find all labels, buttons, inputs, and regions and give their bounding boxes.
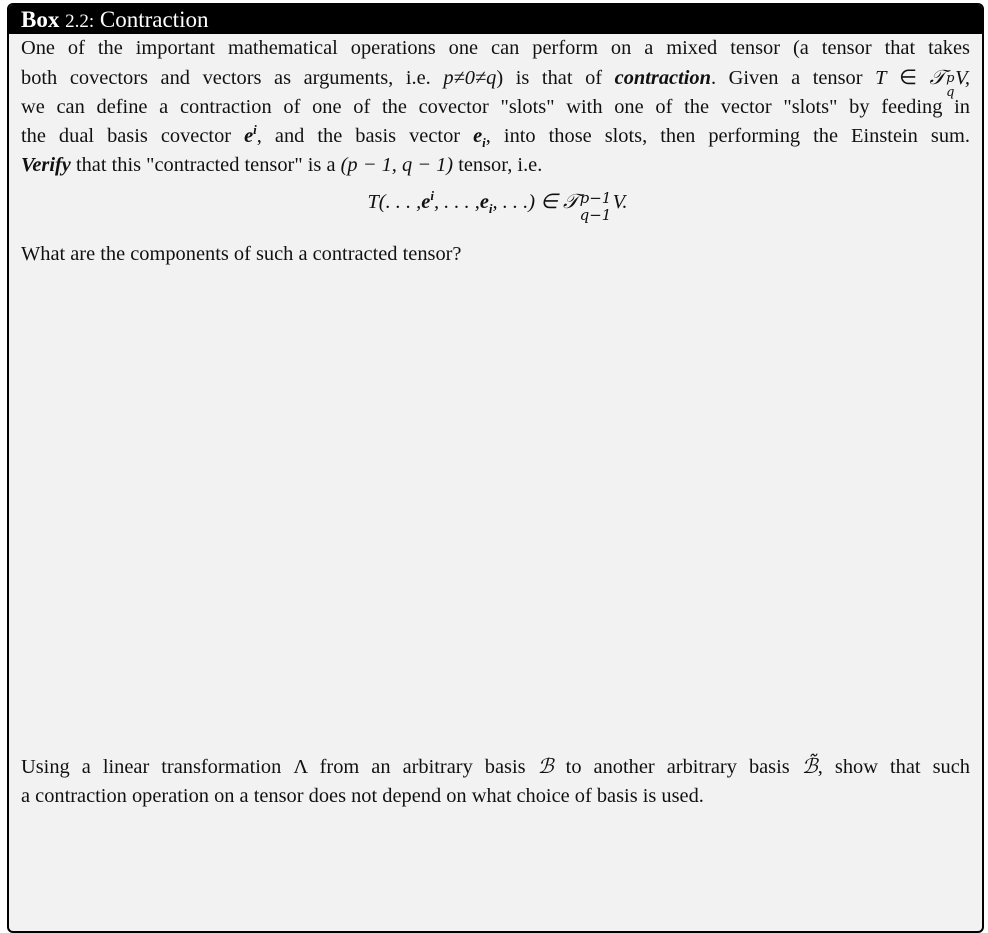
box-number: 2.2:	[65, 11, 95, 32]
math-basis-B-tilde: ℬ̃	[801, 756, 818, 778]
tensor-space-symbol: 𝒯	[562, 189, 579, 213]
text-span: to another arbitrary basis	[565, 756, 790, 778]
box-title: Contraction	[99, 7, 209, 32]
tensor-indices	[945, 71, 955, 100]
tensor-indices	[579, 189, 613, 224]
math-V: V,	[955, 67, 970, 89]
index-sub: q	[946, 85, 955, 100]
answer-space	[21, 269, 970, 753]
text-span: , into those slots, then performing the Einstein sum.	[485, 125, 970, 147]
term-contraction: contraction	[614, 67, 711, 89]
math-basis-vector	[473, 125, 486, 151]
index-sub: i	[488, 201, 493, 217]
question2-line2: a contraction operation on a tensor does not depend on what choice of basis is used.	[21, 785, 704, 807]
tensor-space-symbol: 𝒯	[929, 65, 946, 89]
index-sub: i	[482, 135, 486, 151]
text-span: both covectors and vectors as arguments, i.e.	[21, 67, 431, 89]
text-span: from an arbitrary basis	[319, 756, 526, 778]
question2-line1	[21, 753, 970, 782]
paragraph1-line5	[21, 151, 970, 180]
math-lambda: Λ	[293, 756, 308, 778]
text-span: Using a linear transformation	[21, 756, 282, 778]
text-span: tensor, i.e.	[453, 154, 543, 176]
paragraph1-line2	[21, 63, 970, 100]
index-sup: i	[430, 188, 434, 204]
math-T: T	[875, 67, 887, 89]
eq-V: V.	[612, 191, 628, 213]
text-span: , and the basis vector	[256, 125, 461, 147]
eq-mid: , . . . ,	[433, 191, 480, 213]
question-components: What are the components of such a contracted tensor?	[21, 243, 462, 265]
math-dual-basis-covector	[244, 122, 257, 147]
equation-body	[367, 187, 628, 224]
eq-rhs: , . . .) ∈	[492, 191, 558, 213]
index-sup: p−1	[579, 189, 612, 207]
paragraph1-line4	[21, 122, 970, 151]
index-sub: q−1	[579, 206, 612, 224]
box-content	[9, 34, 982, 811]
vec-e: e	[479, 191, 489, 213]
paragraph1-line1: One of the important mathematical operations one can perform on a mixed tensor (a tensor that takes	[21, 37, 970, 59]
eq-vector	[479, 191, 493, 217]
paragraph1-line3: we can define a contraction of one of the covector "slots" with one of the vector "slots" by feeding in	[21, 96, 970, 118]
eq-covector	[421, 188, 434, 213]
index-sup: p	[946, 71, 955, 86]
math-tensor-space	[929, 63, 955, 100]
text-span: ) is that of	[496, 67, 603, 89]
math-pq-minus-one: (p − 1, q − 1)	[340, 154, 454, 176]
math-basis-B: ℬ	[537, 756, 554, 778]
text-span: the dual basis covector	[21, 125, 232, 147]
index-sup: i	[253, 122, 257, 138]
vec-e: e	[244, 125, 254, 147]
term-verify: Verify	[21, 154, 71, 176]
math-p-neq-q: p≠0≠q	[443, 67, 497, 89]
text-span: that this "contracted tensor" is a	[70, 154, 336, 176]
eq-tensor-space	[562, 187, 613, 224]
box-header	[9, 5, 982, 34]
vec-e: e	[421, 191, 431, 213]
contraction-equation	[21, 187, 970, 240]
vec-e: e	[473, 125, 483, 147]
text-span: , show that such	[817, 756, 970, 778]
math-in: ∈	[899, 67, 917, 89]
text-span: . Given a tensor	[710, 67, 863, 89]
box-label: Box	[21, 7, 60, 32]
eq-lhs: T(. . . ,	[367, 191, 422, 213]
contraction-box	[7, 3, 984, 933]
